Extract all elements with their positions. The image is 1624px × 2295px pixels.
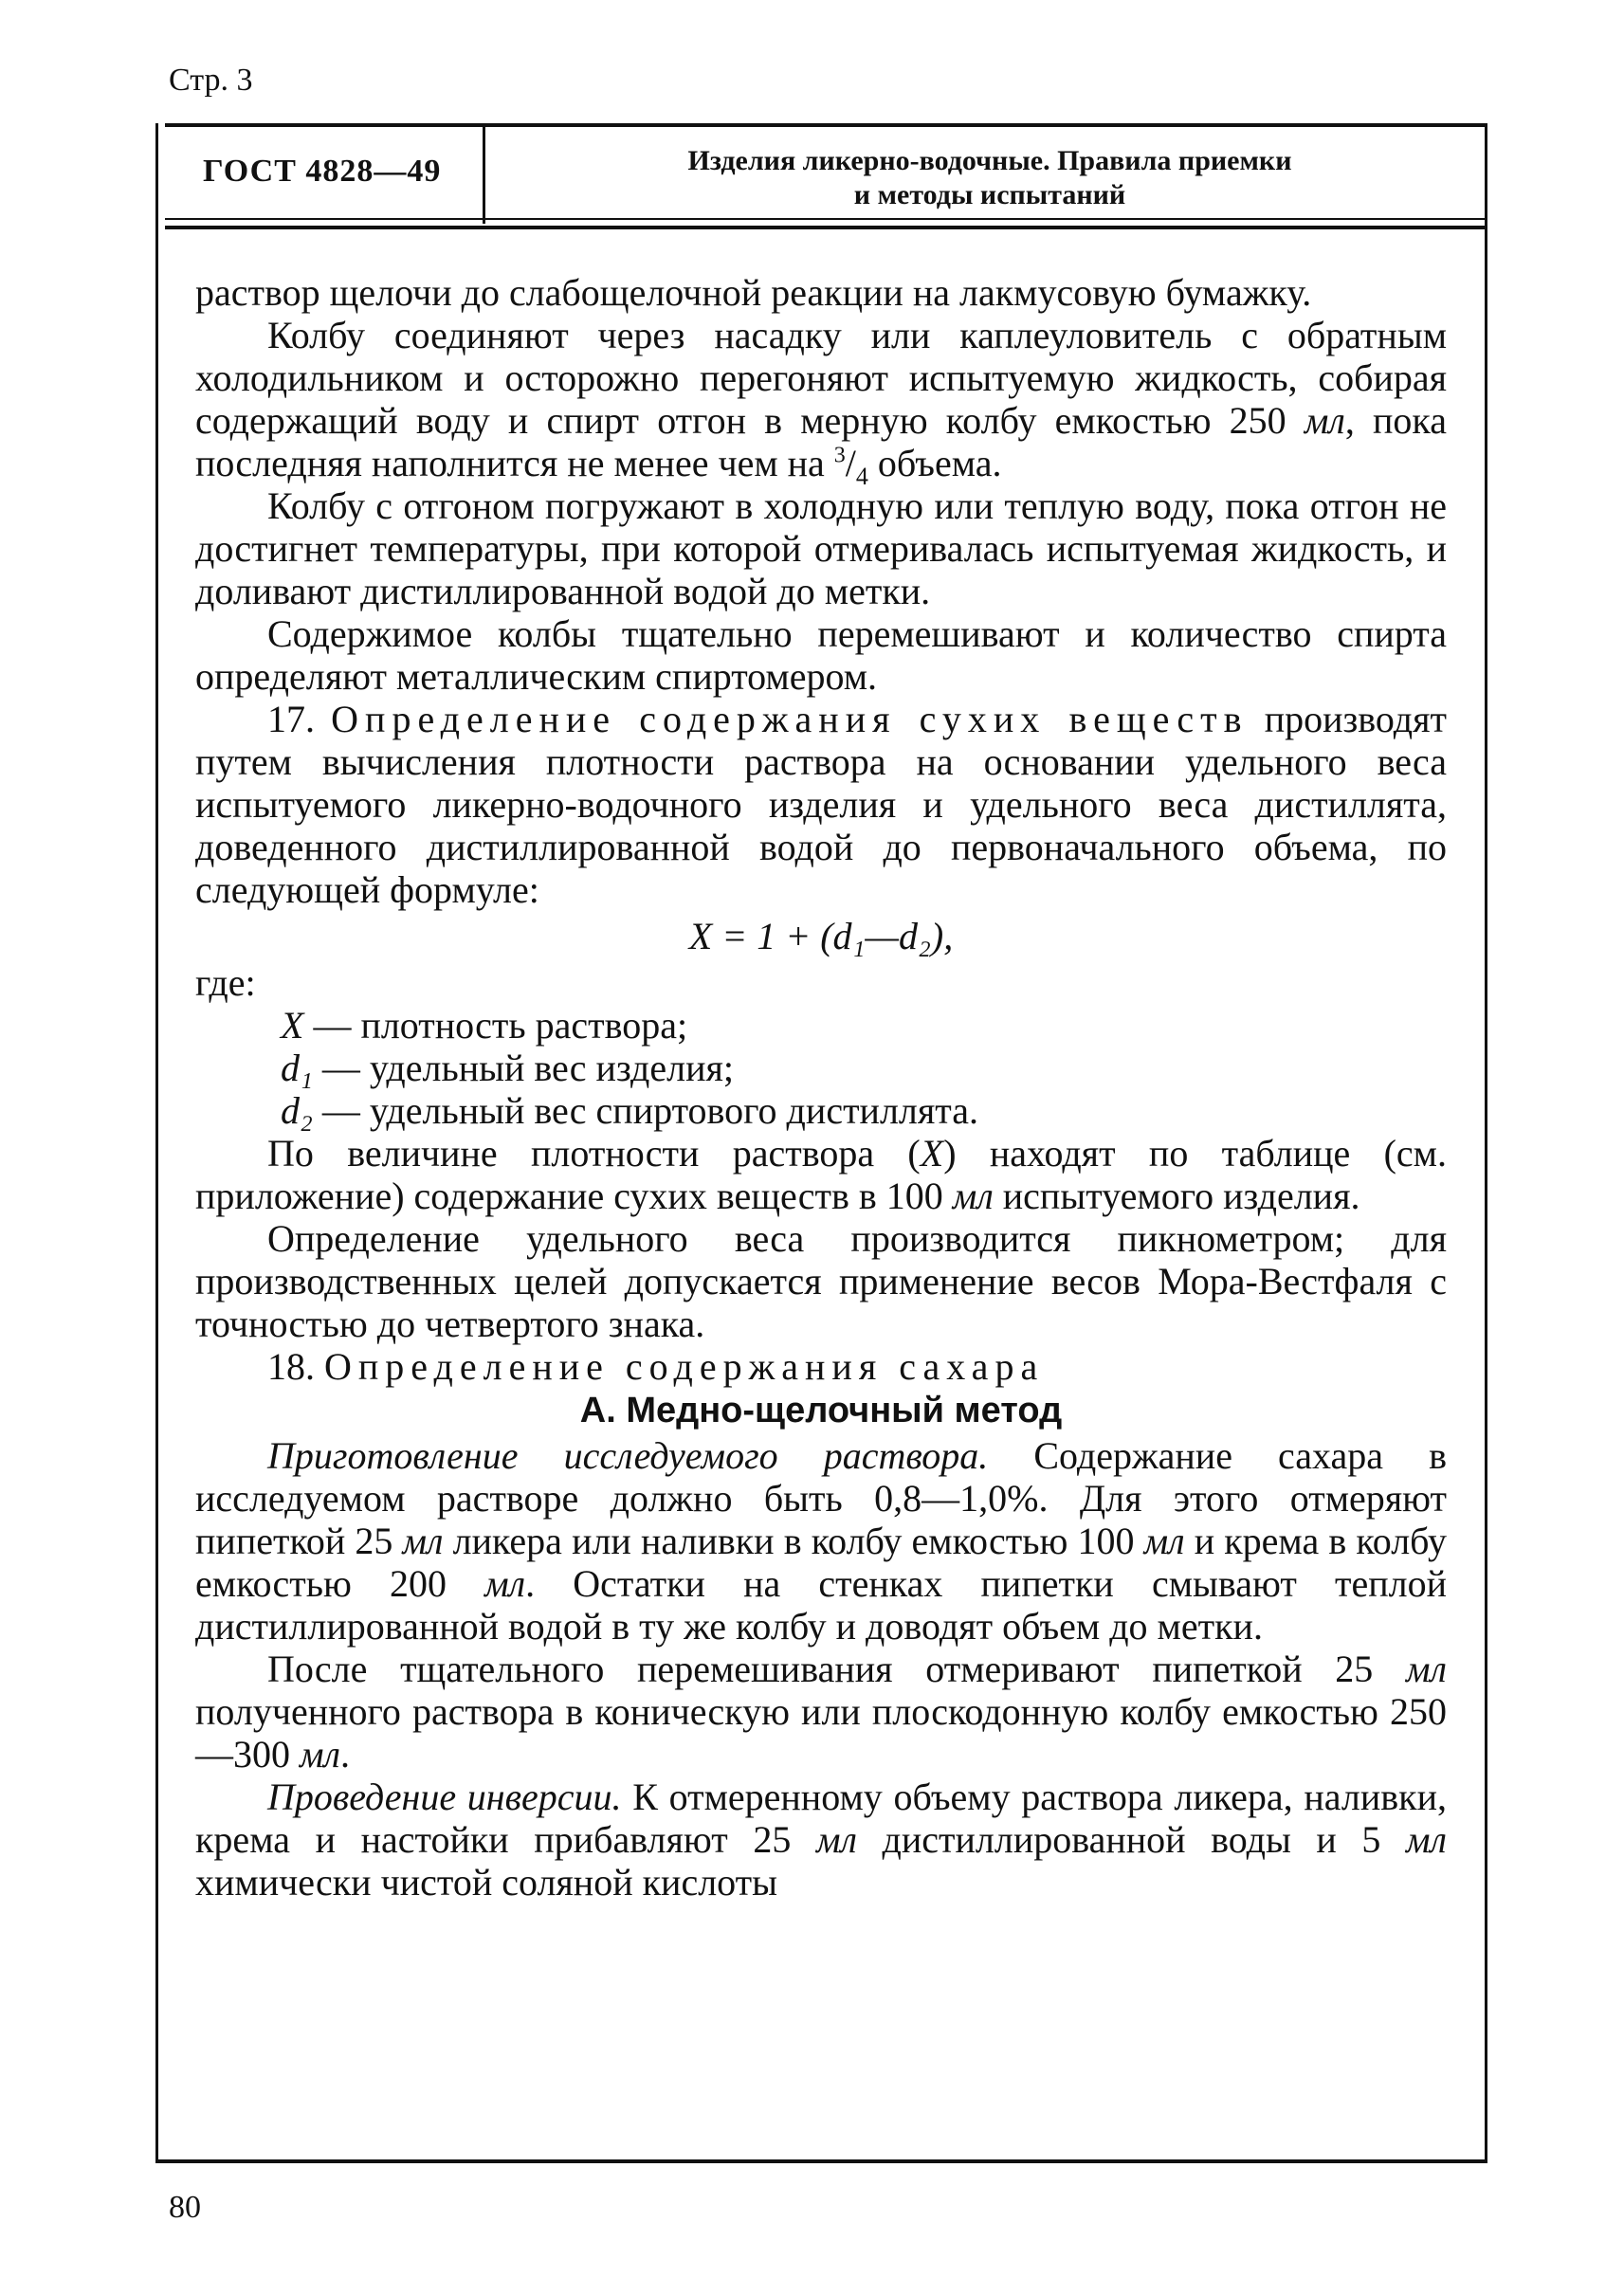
paragraph-density-table: По величине плотности раствора (X) находят по таблице (см. приложение) содержание сухих веществ в 100 мл испытуемого изделия.	[195, 1132, 1447, 1217]
page-number: 80	[169, 2190, 201, 2225]
section-18-title: Определение содержания сахара	[324, 1345, 1045, 1388]
document-body	[195, 271, 1447, 1903]
paragraph-18: 18. Определение содержания сахара	[267, 1345, 1045, 1388]
bottom-rule	[155, 2159, 1487, 2163]
document-header	[165, 123, 1487, 229]
header-title	[492, 144, 1487, 212]
gost-code: ГОСТ 4828—49	[203, 154, 442, 189]
formula-where: где:	[195, 961, 256, 1004]
density-formula: X = 1 + (d₁—d₂),	[688, 915, 954, 957]
header-title-line2: и методы испытаний	[853, 179, 1126, 210]
paragraph-17: 17. Определение содержания сухих веществ производят путем вычисления плотности раствора на основании удельного веса испытуемого ликерно-водочного изделия и удельного веса дистиллята, доведенного дистиллированной водой до первоначального объема, по следующей формуле:	[195, 698, 1448, 911]
paragraph-1: раствор щелочи до слабощелочной реакции на лакмусовую бумажку.	[195, 271, 1312, 314]
header-title-line1: Изделия ликерно-водочные. Правила приемки	[687, 145, 1292, 176]
paragraph-preparation: Приготовление исследуемого раствора. Содержание сахара в исследуемом растворе должно быть 0,8—1,0%. Для этого отмеряют пипеткой 25 мл ликера или наливки в колбу емкостью 100 мл и крема в колбу емкостью 200 мл. Остатки на стенках пипетки смывают теплой дистиллированной водой в ту же колбу и доводят объем до метки.	[195, 1434, 1448, 1648]
header-divider	[483, 127, 485, 224]
definition-x: X — плотность раствора;	[281, 1004, 688, 1047]
left-rule	[155, 123, 158, 2161]
paragraph-2: Колбу соединяют через насадку или каплеуловитель с обратным холодильником и осторожно перегоняют испытуемую жидкость, собирая содержащий воду и спирт отгон в мерную колбу емкостью 250 мл, пока последняя наполнится не менее чем на $^3/_4$ объема.	[195, 314, 1447, 490]
paragraph-4: Содержимое колбы тщательно перемешивают и количество спирта определяют металлическим спиртомером.	[195, 612, 1447, 698]
paragraph-inversion: Проведение инверсии. К отмеренному объему раствора ликера, наливки, крема и настойки прибавляют 25 мл дистиллированной воды и 5 мл химически чистой соляной кислоты	[195, 1776, 1447, 1903]
page-label: Стр. 3	[169, 63, 253, 98]
section-heading-copper-alkaline: А. Медно-щелочный метод	[579, 1391, 1063, 1430]
right-rule	[1485, 123, 1487, 2161]
definition-d1: d₁ — удельный вес изделия;	[281, 1047, 735, 1089]
paragraph-specific-weight: Определение удельного веса производится пикнометром; для производственных целей допускается применение весов Мора-Вестфаля с точностью до четвертого знака.	[195, 1217, 1447, 1345]
paragraph-pipetting: После тщательного перемешивания отмеривают пипеткой 25 мл полученного раствора в коническую или плоскодонную колбу емкостью 250—300 мл.	[195, 1648, 1447, 1776]
definition-d2: d₂ — удельный вес спиртового дистиллята.	[281, 1089, 978, 1132]
section-17-title: Определение содержания сухих веществ	[331, 698, 1249, 740]
paragraph-3: Колбу с отгоном погружают в холодную или теплую воду, пока отгон не достигнет температуры, при которой отмеривалась испытуемая жидкость, и доливают дистиллированной водой до метки.	[195, 484, 1447, 612]
